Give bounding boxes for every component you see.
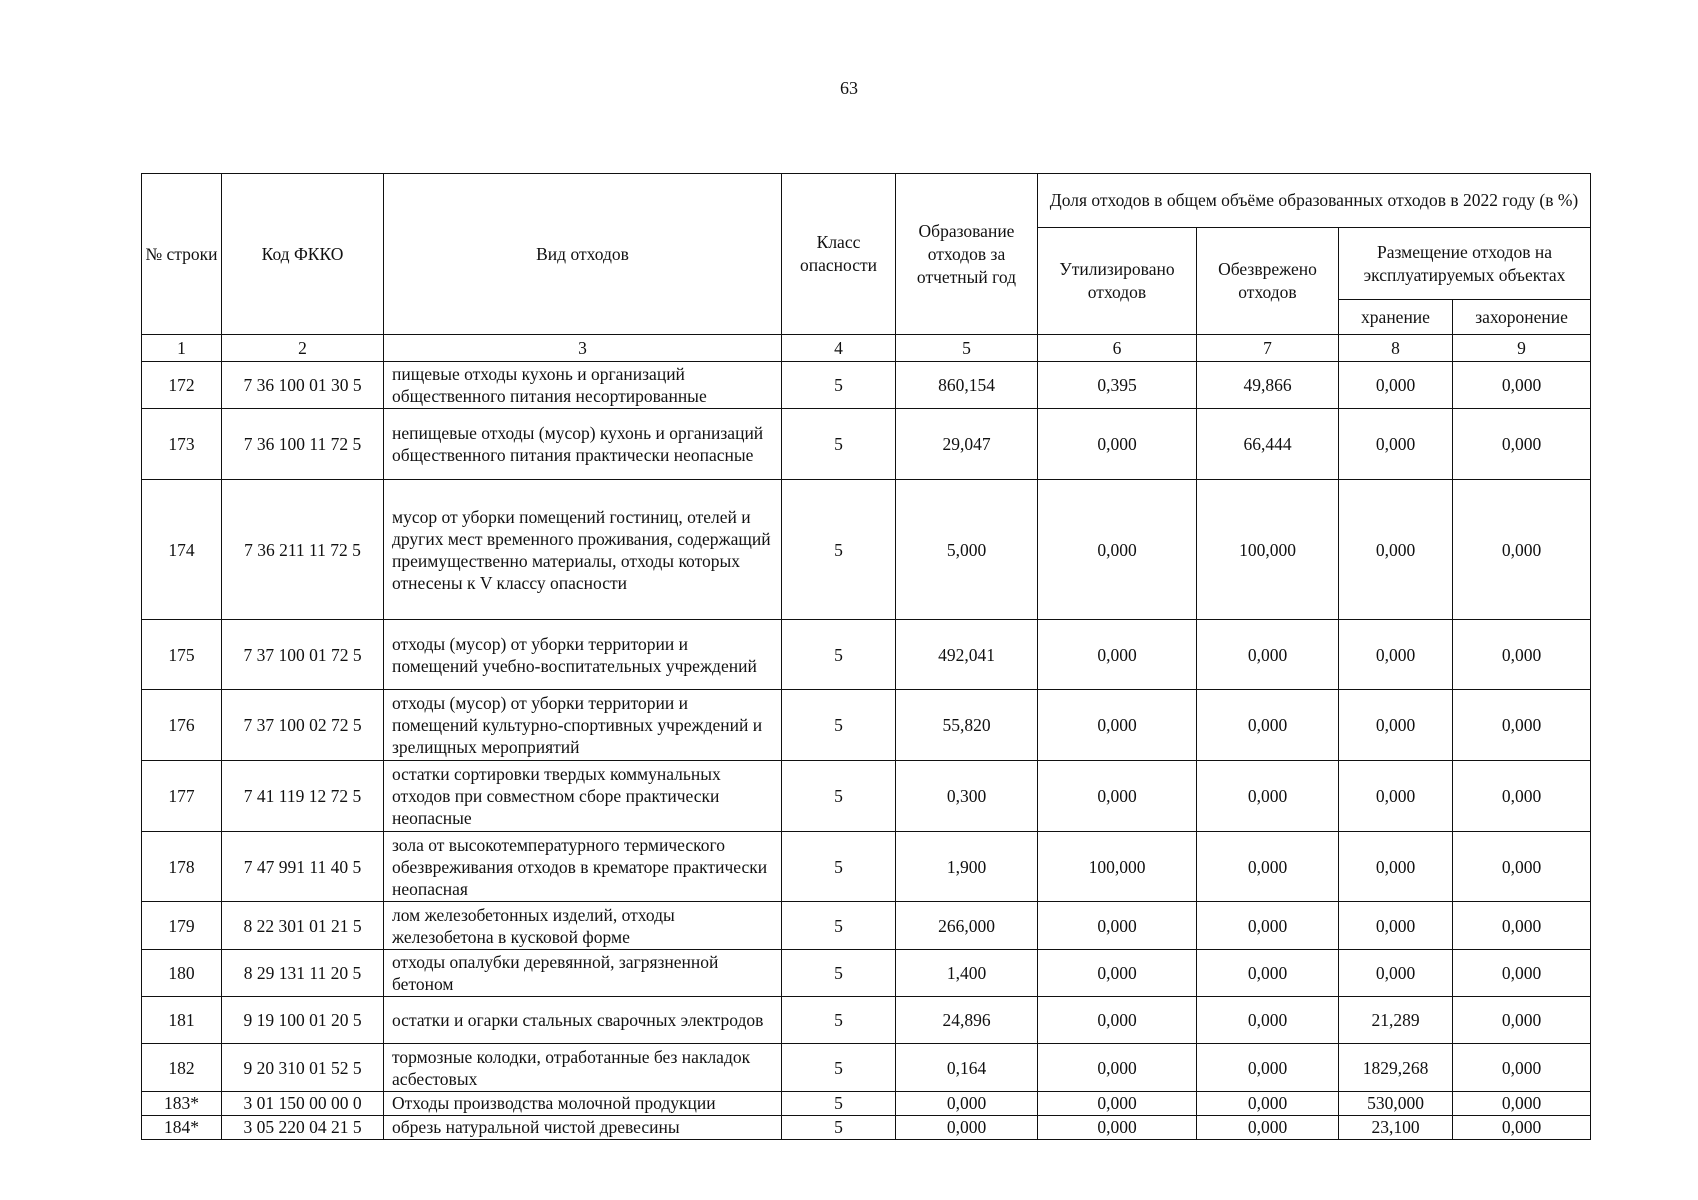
waste-type: пищевые отходы кухонь и организаций общественного питания несортированные [384,362,782,409]
burial-value: 0,000 [1453,1092,1591,1116]
utilized-value: 0,000 [1038,902,1197,950]
generated-value: 492,041 [896,620,1038,690]
storage-value: 0,000 [1339,761,1453,832]
generated-value: 55,820 [896,690,1038,761]
waste-type: Отходы производства молочной продукции [384,1092,782,1116]
utilized-value: 0,000 [1038,620,1197,690]
hazard-class: 5 [782,362,896,409]
table-row [142,1092,1591,1116]
hazard-class: 5 [782,1092,896,1116]
table-row [142,690,1591,761]
hazard-class: 5 [782,1044,896,1092]
neutralized-value: 0,000 [1197,832,1339,902]
utilized-value: 0,000 [1038,1092,1197,1116]
generated-value: 1,400 [896,950,1038,997]
storage-value: 0,000 [1339,620,1453,690]
neutralized-value: 0,000 [1197,690,1339,761]
waste-type: остатки и огарки стальных сварочных электродов [384,997,782,1044]
waste-type: остатки сортировки твердых коммунальных отходов при совместном сборе практически неопасные [384,761,782,832]
waste-type: тормозные колодки, отработанные без накладок асбестовых [384,1044,782,1092]
waste-type: зола от высокотемпературного термического обезвреживания отходов в крематоре практически неопасная [384,832,782,902]
storage-value: 1829,268 [1339,1044,1453,1092]
generated-value: 29,047 [896,409,1038,480]
generated-value: 0,000 [896,1092,1038,1116]
fkko-code: 7 37 100 02 72 5 [222,690,384,761]
utilized-value: 100,000 [1038,832,1197,902]
storage-value: 530,000 [1339,1092,1453,1116]
row-number: 172 [142,362,222,409]
burial-value: 0,000 [1453,761,1591,832]
column-number: 8 [1339,335,1453,362]
row-number: 180 [142,950,222,997]
burial-value: 0,000 [1453,620,1591,690]
burial-value: 0,000 [1453,997,1591,1044]
burial-value: 0,000 [1453,362,1591,409]
row-number: 174 [142,480,222,620]
neutralized-value: 66,444 [1197,409,1339,480]
hazard-class: 5 [782,690,896,761]
hazard-class: 5 [782,620,896,690]
utilized-value: 0,000 [1038,1044,1197,1092]
waste-type: мусор от уборки помещений гостиниц, отелей и других мест временного проживания, содержащий преимущественно материалы, отходы которых отнесены к V классу опасности [384,480,782,620]
waste-type: отходы (мусор) от уборки территории и помещений учебно-воспитательных учреждений [384,620,782,690]
header-utilized: Утилизировано отходов [1038,228,1197,335]
utilized-value: 0,000 [1038,690,1197,761]
fkko-code: 8 22 301 01 21 5 [222,902,384,950]
neutralized-value: 0,000 [1197,620,1339,690]
row-number: 177 [142,761,222,832]
burial-value: 0,000 [1453,409,1591,480]
waste-type: отходы опалубки деревянной, загрязненной бетоном [384,950,782,997]
neutralized-value: 0,000 [1197,950,1339,997]
fkko-code: 9 19 100 01 20 5 [222,997,384,1044]
table-row [142,902,1591,950]
header-code: Код ФККО [222,174,384,335]
storage-value: 0,000 [1339,832,1453,902]
column-number: 5 [896,335,1038,362]
burial-value: 0,000 [1453,950,1591,997]
waste-type: обрезь натуральной чистой древесины [384,1116,782,1140]
fkko-code: 9 20 310 01 52 5 [222,1044,384,1092]
storage-value: 0,000 [1339,362,1453,409]
burial-value: 0,000 [1453,480,1591,620]
row-number: 182 [142,1044,222,1092]
table-row [142,1116,1591,1140]
burial-value: 0,000 [1453,1044,1591,1092]
waste-type: непищевые отходы (мусор) кухонь и организаций общественного питания практически неопасные [384,409,782,480]
utilized-value: 0,000 [1038,761,1197,832]
table-row [142,997,1591,1044]
neutralized-value: 0,000 [1197,997,1339,1044]
table-row [142,620,1591,690]
neutralized-value: 100,000 [1197,480,1339,620]
column-number-row [142,335,1591,362]
fkko-code: 7 36 100 01 30 5 [222,362,384,409]
column-number: 6 [1038,335,1197,362]
table-row [142,832,1591,902]
generated-value: 0,300 [896,761,1038,832]
hazard-class: 5 [782,832,896,902]
row-number: 181 [142,997,222,1044]
column-number: 9 [1453,335,1591,362]
row-number: 176 [142,690,222,761]
hazard-class: 5 [782,761,896,832]
generated-value: 860,154 [896,362,1038,409]
table-row [142,409,1591,480]
burial-value: 0,000 [1453,832,1591,902]
generated-value: 5,000 [896,480,1038,620]
row-number: 184* [142,1116,222,1140]
table-row [142,480,1591,620]
burial-value: 0,000 [1453,902,1591,950]
waste-type: отходы (мусор) от уборки территории и помещений культурно-спортивных учреждений и зрелищных мероприятий [384,690,782,761]
utilized-value: 0,000 [1038,997,1197,1044]
fkko-code: 7 37 100 01 72 5 [222,620,384,690]
table-row [142,950,1591,997]
burial-value: 0,000 [1453,1116,1591,1140]
waste-table [141,173,1591,1140]
utilized-value: 0,395 [1038,362,1197,409]
utilized-value: 0,000 [1038,409,1197,480]
generated-value: 0,164 [896,1044,1038,1092]
neutralized-value: 49,866 [1197,362,1339,409]
fkko-code: 7 36 100 11 72 5 [222,409,384,480]
header-waste-type: Вид отходов [384,174,782,335]
table-row [142,362,1591,409]
header-generated: Образование отходов за отчетный год [896,174,1038,335]
fkko-code: 3 01 150 00 00 0 [222,1092,384,1116]
fkko-code: 7 41 119 12 72 5 [222,761,384,832]
storage-value: 23,100 [1339,1116,1453,1140]
fkko-code: 7 36 211 11 72 5 [222,480,384,620]
fkko-code: 7 47 991 11 40 5 [222,832,384,902]
neutralized-value: 0,000 [1197,761,1339,832]
header-share-group: Доля отходов в общем объёме образованных отходов в 2022 году (в %) [1038,174,1591,228]
neutralized-value: 0,000 [1197,902,1339,950]
table-row [142,1044,1591,1092]
header-hazard-class: Класс опасности [782,174,896,335]
storage-value: 21,289 [1339,997,1453,1044]
column-number: 1 [142,335,222,362]
neutralized-value: 0,000 [1197,1092,1339,1116]
utilized-value: 0,000 [1038,950,1197,997]
storage-value: 0,000 [1339,902,1453,950]
generated-value: 1,900 [896,832,1038,902]
row-number: 183* [142,1092,222,1116]
row-number: 179 [142,902,222,950]
header-neutralized: Обезврежено отходов [1197,228,1339,335]
waste-type: лом железобетонных изделий, отходы железобетона в кусковой форме [384,902,782,950]
generated-value: 266,000 [896,902,1038,950]
column-number: 4 [782,335,896,362]
row-number: 178 [142,832,222,902]
storage-value: 0,000 [1339,690,1453,761]
column-number: 2 [222,335,384,362]
hazard-class: 5 [782,950,896,997]
generated-value: 0,000 [896,1116,1038,1140]
hazard-class: 5 [782,902,896,950]
generated-value: 24,896 [896,997,1038,1044]
hazard-class: 5 [782,480,896,620]
burial-value: 0,000 [1453,690,1591,761]
neutralized-value: 0,000 [1197,1044,1339,1092]
header-storage: хранение [1339,300,1453,335]
hazard-class: 5 [782,997,896,1044]
utilized-value: 0,000 [1038,480,1197,620]
neutralized-value: 0,000 [1197,1116,1339,1140]
storage-value: 0,000 [1339,409,1453,480]
storage-value: 0,000 [1339,950,1453,997]
column-number: 7 [1197,335,1339,362]
row-number: 175 [142,620,222,690]
header-burial: захоронение [1453,300,1591,335]
hazard-class: 5 [782,409,896,480]
column-number: 3 [384,335,782,362]
table-row [142,761,1591,832]
hazard-class: 5 [782,1116,896,1140]
page-number: 63 [840,78,858,98]
utilized-value: 0,000 [1038,1116,1197,1140]
fkko-code: 8 29 131 11 20 5 [222,950,384,997]
header-row-number: № строки [142,174,222,335]
storage-value: 0,000 [1339,480,1453,620]
header-placement-group: Размещение отходов на эксплуатируемых объектах [1339,228,1591,300]
fkko-code: 3 05 220 04 21 5 [222,1116,384,1140]
row-number: 173 [142,409,222,480]
